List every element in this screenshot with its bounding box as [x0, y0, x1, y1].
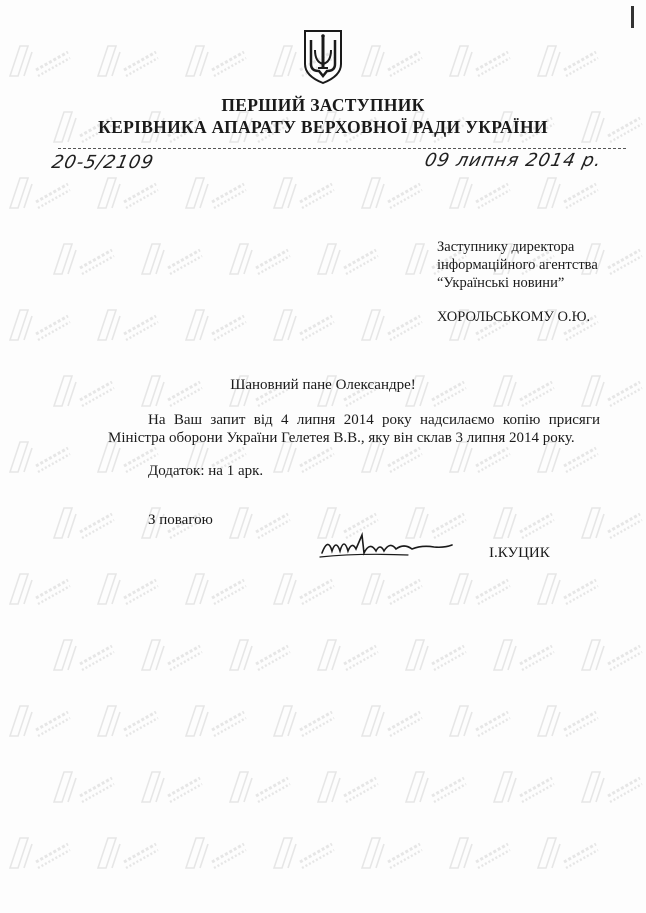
- addressee-line-position: Заступнику директора: [437, 239, 575, 255]
- watermark-logo: [6, 700, 76, 740]
- watermark-logo: [446, 832, 516, 872]
- watermark-logo: [578, 502, 646, 542]
- watermark-logo: [534, 700, 604, 740]
- registration-date: 09 липня 2014 р.: [422, 150, 604, 171]
- watermark-logo: [138, 634, 208, 674]
- watermark-logo: [490, 502, 560, 542]
- signer-name: І.КУЦИК: [489, 545, 550, 561]
- watermark-logo: [182, 304, 252, 344]
- body-paragraph-line-2: Міністра оборони України Гелетея В.В., яку він склав 3 липня 2014 року.: [108, 430, 575, 446]
- watermark-logo: [534, 40, 604, 80]
- watermark-logo: [314, 238, 384, 278]
- scan-edge-mark: [631, 6, 634, 28]
- watermark-logo: [226, 502, 296, 542]
- body-paragraph-line-1: На Ваш запит від 4 липня 2014 року надсилаємо копію присяги: [148, 412, 600, 428]
- watermark-logo: [490, 634, 560, 674]
- watermark-logo: [182, 40, 252, 80]
- attachment-note: Додаток: на 1 арк.: [148, 463, 264, 479]
- watermark-logo: [358, 304, 428, 344]
- watermark-logo: [94, 40, 164, 80]
- watermark-logo: [94, 568, 164, 608]
- watermark-logo: [182, 832, 252, 872]
- watermark-logo: [358, 568, 428, 608]
- watermark-logo: [270, 832, 340, 872]
- addressee-block: [437, 238, 598, 292]
- letterhead-title: ПЕРШИЙ ЗАСТУПНИК: [221, 95, 425, 115]
- watermark-logo: [402, 766, 472, 806]
- watermark-logo: [94, 304, 164, 344]
- watermark-logo: [138, 766, 208, 806]
- watermark-logo: [446, 568, 516, 608]
- watermark-logo: [6, 568, 76, 608]
- watermark-logo: [358, 700, 428, 740]
- watermark-logo: [94, 832, 164, 872]
- watermark-logo: [446, 40, 516, 80]
- watermark-logo: [182, 700, 252, 740]
- watermark-logo: [358, 172, 428, 212]
- registration-number: 20-5/2109: [49, 152, 156, 173]
- handwritten-signature: [318, 527, 458, 561]
- addressee-line-agency: “Українські новини”: [437, 275, 565, 291]
- trident-emblem-icon: [300, 28, 346, 86]
- watermark-logo: [6, 436, 76, 476]
- watermark-logo: [358, 832, 428, 872]
- watermark-logo: [534, 832, 604, 872]
- watermark-logo: [446, 700, 516, 740]
- watermark-logo: [6, 832, 76, 872]
- watermark-logo: [534, 568, 604, 608]
- addressee-name: ХОРОЛЬСЬКОМУ О.Ю.: [437, 309, 591, 325]
- watermark-logo: [578, 766, 646, 806]
- salutation: Шановний пане Олександре!: [230, 377, 416, 393]
- watermark-logo: [94, 700, 164, 740]
- watermark-logo: [6, 304, 76, 344]
- watermark-logo: [226, 238, 296, 278]
- watermark-logo: [226, 634, 296, 674]
- watermark-logo: [402, 634, 472, 674]
- watermark-logo: [50, 634, 120, 674]
- watermark-logo: [50, 766, 120, 806]
- closing-regards: З повагою: [148, 512, 213, 528]
- watermark-logo: [138, 238, 208, 278]
- letterhead-subtitle: КЕРІВНИКА АПАРАТУ ВЕРХОВНОЇ РАДИ УКРАЇНИ: [98, 117, 548, 137]
- watermark-logo: [314, 634, 384, 674]
- watermark-logo: [6, 172, 76, 212]
- watermark-logo: [182, 568, 252, 608]
- watermark-logo: [270, 700, 340, 740]
- watermark-logo: [50, 238, 120, 278]
- watermark-logo: [270, 172, 340, 212]
- watermark-logo: [6, 40, 76, 80]
- watermark-logo: [94, 172, 164, 212]
- watermark-logo: [446, 172, 516, 212]
- watermark-logo: [358, 40, 428, 80]
- watermark-logo: [490, 766, 560, 806]
- watermark-logo: [534, 172, 604, 212]
- watermark-logo: [314, 766, 384, 806]
- watermark-logo: [226, 766, 296, 806]
- watermark-logo: [182, 172, 252, 212]
- watermark-logo: [578, 634, 646, 674]
- watermark-logo: [50, 502, 120, 542]
- watermark-logo: [270, 304, 340, 344]
- watermark-logo: [270, 568, 340, 608]
- addressee-line-org: інформаційного агентства: [437, 257, 598, 273]
